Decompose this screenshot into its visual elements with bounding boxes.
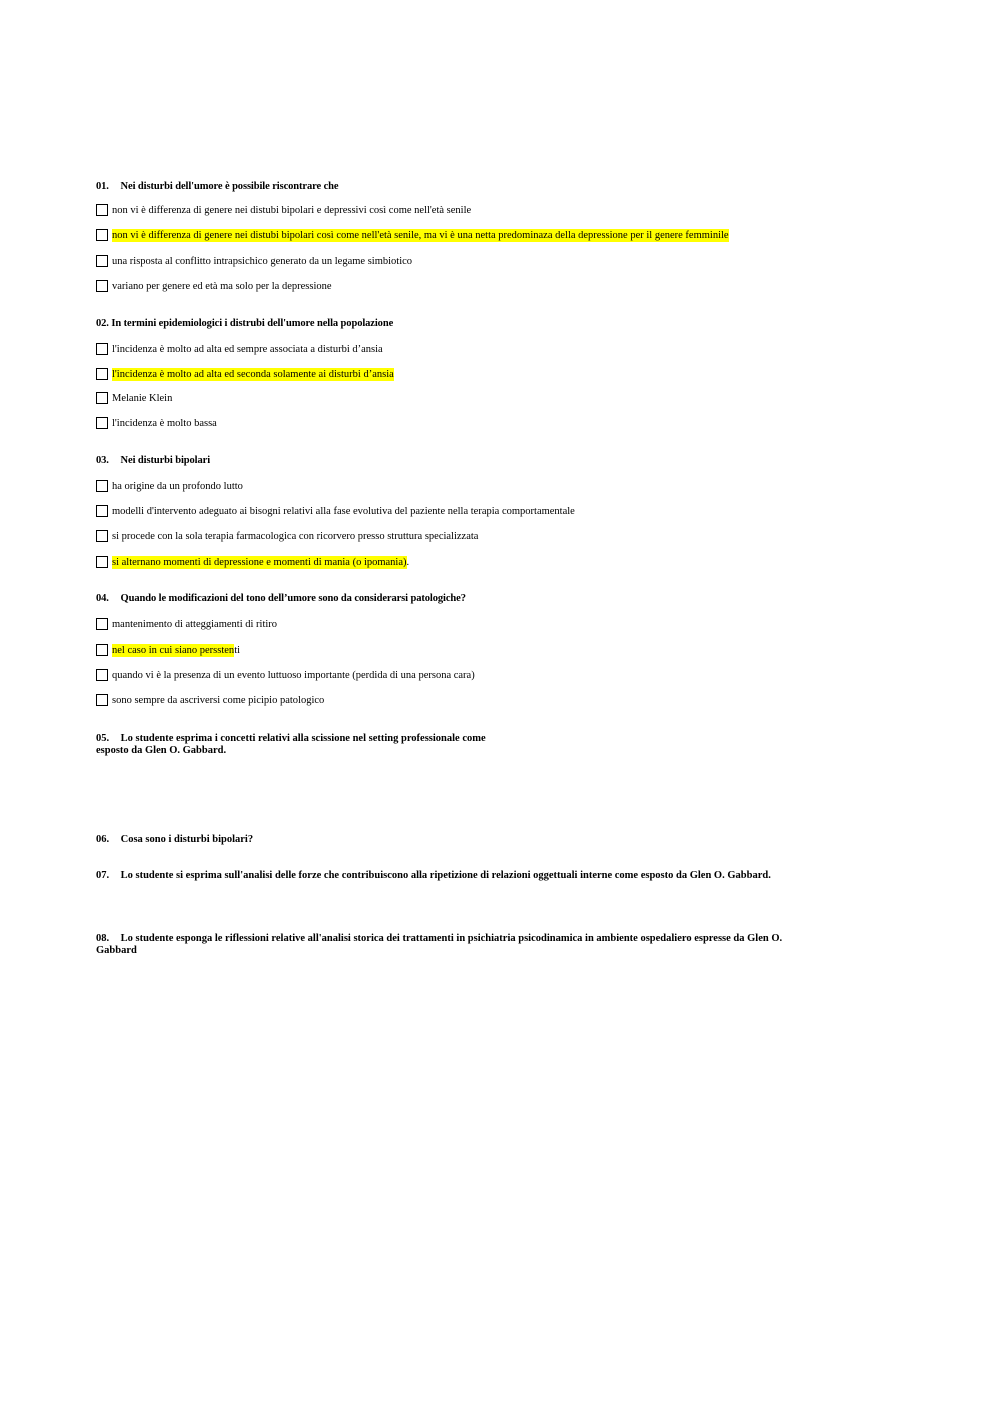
question-title — [96, 455, 210, 467]
answer-text: modelli d'intervento adeguato ai bisogni relativi alla fase evolutiva del paziente nella terapia comportamentale — [112, 505, 575, 517]
answer-option[interactable] — [96, 202, 471, 218]
answer-text: variano per genere ed età ma solo per la depressione — [112, 280, 332, 292]
answer-checkbox[interactable] — [96, 204, 108, 216]
answer-checkbox[interactable] — [96, 530, 108, 542]
question-number: 01. — [96, 181, 109, 192]
question-text: Cosa sono i disturbi bipolari? — [120, 834, 254, 845]
answer-checkbox[interactable] — [96, 417, 108, 429]
highlighted-answer-text: l'incidenza è molto ad alta ed seconda solamente ai disturbi d’ansia — [112, 368, 394, 380]
answer-checkbox[interactable] — [96, 280, 108, 292]
answer-option[interactable] — [96, 366, 394, 382]
question-title — [96, 318, 393, 330]
answer-option[interactable] — [96, 667, 475, 683]
question-text: Lo studente si esprima sull'analisi delle forze che contribuiscono alla ripetizione di relazioni oggettuali interne come esposto da Glen O. Gabbard. — [120, 870, 771, 881]
answer-text: ha origine da un profondo lutto — [112, 480, 243, 492]
answer-text-suffix: ti — [234, 644, 241, 656]
question-text: Quando le modificazioni del tono dell’umore sono da considerarsi patologiche? — [120, 593, 466, 604]
question-number: 04. — [96, 593, 109, 604]
answer-checkbox[interactable] — [96, 694, 108, 706]
question-title — [96, 593, 466, 605]
question-text: Lo studente esprima i concetti relativi alla scissione nel setting professionale come — [120, 733, 486, 744]
question-text-continued: Gabbard — [96, 945, 137, 956]
answer-option[interactable] — [96, 227, 729, 243]
answer-option[interactable] — [96, 528, 478, 544]
question-text: In termini epidemiologici i distrubi dell'umore nella popolazione — [111, 318, 394, 329]
answer-option[interactable] — [96, 253, 412, 269]
answer-option[interactable] — [96, 554, 409, 570]
answer-checkbox[interactable] — [96, 343, 108, 355]
answer-text: non vi è differenza di genere nei distubi bipolari e depressivi così come nell'età senile — [112, 204, 472, 216]
question-number: 07. — [96, 870, 110, 881]
answer-option[interactable] — [96, 390, 172, 406]
question-text: Lo studente esponga le riflessioni relative all'analisi storica dei trattamenti in psichiatria psicodinamica in ambiente ospedaliero espresse da Glen O. — [120, 933, 783, 944]
open-question — [96, 834, 253, 846]
answer-option[interactable] — [96, 415, 217, 431]
answer-option[interactable] — [96, 616, 277, 632]
answer-text: l'incidenza è molto ad alta ed sempre associata a disturbi d’ansia — [112, 343, 383, 355]
highlighted-answer-text: non vi è differenza di genere nei distubi bipolari così come nell'età senile, ma vi è una netta predominaza della depressione per il genere femminile — [112, 229, 729, 241]
answer-text: mantenimento di atteggiamenti di ritiro — [112, 618, 278, 630]
answer-text: Melanie Klein — [112, 392, 173, 404]
question-title — [96, 181, 338, 193]
highlighted-answer-text: si alternano momenti di depressione e momenti di mania (o ipomania) — [112, 556, 407, 568]
answer-text: l'incidenza è molto bassa — [112, 417, 217, 429]
answer-text: una risposta al conflitto intrapsichico generato da un legame simbiotico — [112, 255, 413, 267]
answer-checkbox[interactable] — [96, 505, 108, 517]
answer-checkbox[interactable] — [96, 618, 108, 630]
answer-option[interactable] — [96, 642, 240, 658]
answer-option[interactable] — [96, 278, 332, 294]
answer-option[interactable] — [96, 341, 383, 357]
answer-option[interactable] — [96, 478, 243, 494]
answer-checkbox[interactable] — [96, 644, 108, 656]
open-question — [96, 733, 486, 757]
open-question — [96, 870, 771, 882]
question-number: 06. — [96, 834, 110, 845]
highlighted-answer-text: nel caso in cui siano perssten — [112, 644, 235, 656]
answer-checkbox[interactable] — [96, 669, 108, 681]
answer-text: quando vi è la presenza di un evento luttuoso importante (perdida di una persona cara) — [112, 669, 475, 681]
answer-text-suffix: . — [406, 556, 410, 568]
answer-checkbox[interactable] — [96, 392, 108, 404]
question-text: Nei disturbi dell'umore è possibile riscontrare che — [120, 181, 339, 192]
answer-checkbox[interactable] — [96, 556, 108, 568]
question-text: Nei disturbi bipolari — [120, 455, 211, 466]
answer-checkbox[interactable] — [96, 368, 108, 380]
answer-text: si procede con la sola terapia farmacologica con ricorvero presso struttura specializzata — [112, 530, 479, 542]
question-number: 08. — [96, 933, 110, 944]
answer-checkbox[interactable] — [96, 480, 108, 492]
answer-text: sono sempre da ascriversi come picipio patologico — [112, 694, 325, 706]
question-number: 02. — [96, 318, 109, 329]
question-number: 03. — [96, 455, 109, 466]
answer-option[interactable] — [96, 692, 324, 708]
answer-checkbox[interactable] — [96, 255, 108, 267]
question-number: 05. — [96, 733, 110, 744]
open-question — [96, 933, 856, 957]
question-text-continued: esposto da Glen O. Gabbard. — [96, 745, 227, 756]
answer-option[interactable] — [96, 503, 575, 519]
answer-checkbox[interactable] — [96, 229, 108, 241]
